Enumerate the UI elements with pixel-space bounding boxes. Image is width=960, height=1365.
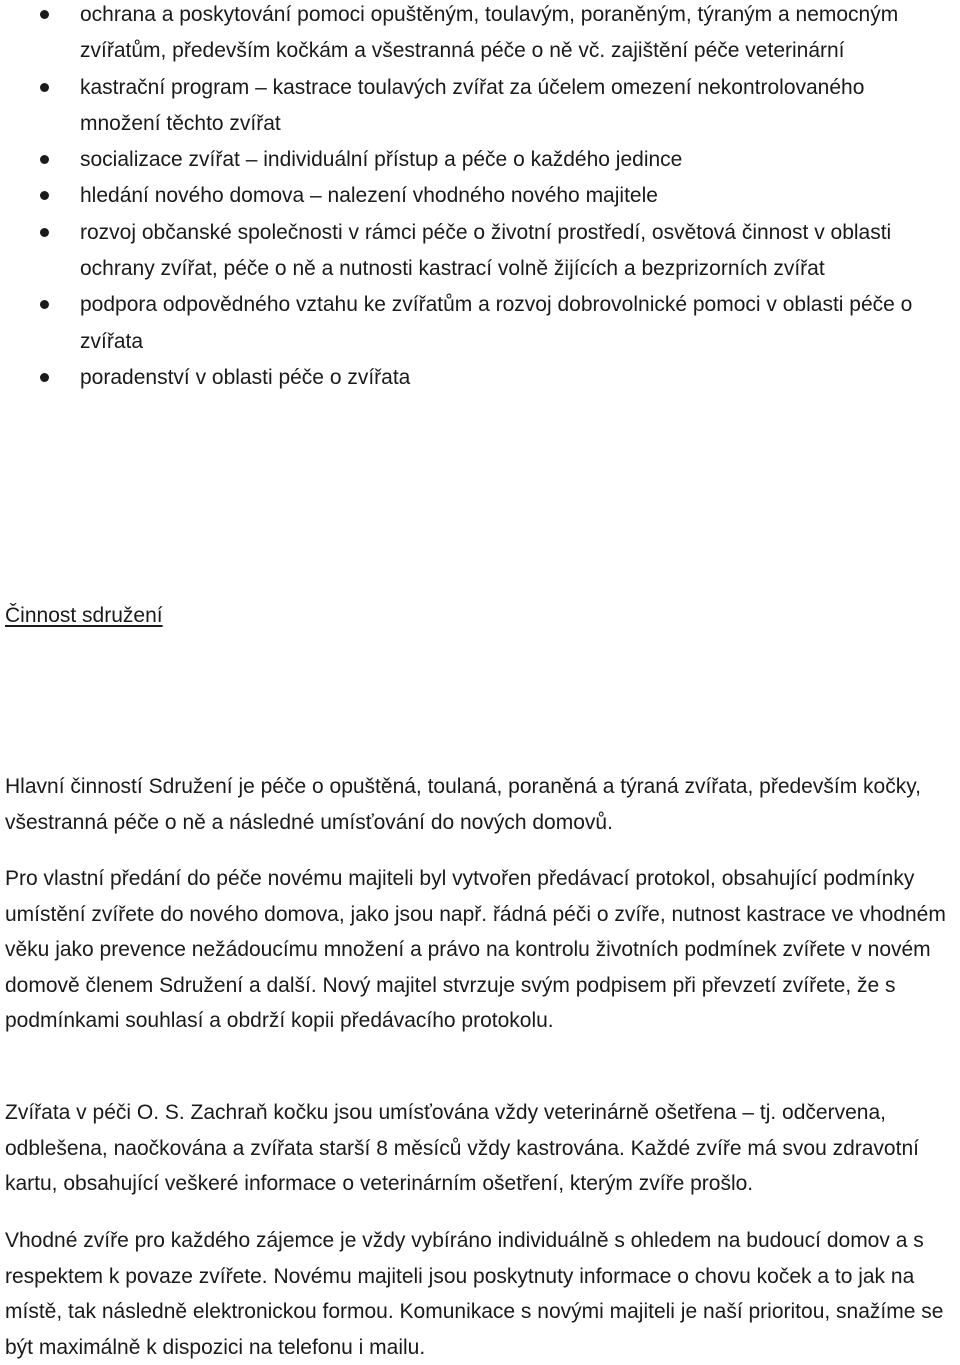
list-item — [0, 178, 960, 214]
paragraph-veterinary-care: Zvířata v péči O. S. Zachraň kočku jsou umísťována vždy veterinárně ošetřena – tj. odčervena, odblešena, naočkována a zvířata starší 8 měsíců vždy kastrována. Každé zvíře má svou zdravotní kartu, obsahující veškeré informace o veterinárním ošetření, kterým zvíře prošlo. — [5, 1101, 919, 1195]
list-item — [0, 287, 960, 360]
bullet-icon — [40, 373, 49, 382]
bullet-icon — [40, 191, 49, 200]
activity-bullet-list — [0, 0, 960, 396]
list-item-text: podpora odpovědného vztahu ke zvířatům a rozvoj dobrovolnické pomoci v oblasti péče o zvířata — [80, 293, 913, 353]
list-item — [0, 360, 960, 396]
paragraph-main-activity: Hlavní činností Sdružení je péče o opuštěná, toulaná, poraněná a týraná zvířata, především kočky, všestranná péče o ně a následné umísťování do nových domovů. — [5, 775, 921, 834]
list-item — [0, 215, 960, 288]
paragraph-handover-protocol: Pro vlastní předání do péče novému majiteli byl vytvořen předávací protokol, obsahující podmínky umístění zvířete do nového domova, jako jsou např. řádná péči o zvíře, nutnost kastrace ve vhodném věku jako prevence nežádoucímu množení a právo na kontrolu životních podmínek zvířete v novém domově členem Sdružení a další. Nový majitel stvrzuje svým podpisem při převzetí zvířete, že s podmínkami souhlasí a obdrží kopii předávacího protokolu. — [5, 867, 946, 1032]
list-item-text: poradenství v oblasti péče o zvířata — [80, 365, 411, 389]
bullet-icon — [40, 300, 49, 309]
bullet-icon — [40, 83, 49, 92]
list-item-text: hledání nového domova – nalezení vhodného nového majitele — [80, 184, 658, 208]
list-item-text: socializace zvířat – individuální přístup a péče o každého jedince — [80, 148, 683, 172]
list-item-text: rozvoj občanské společnosti v rámci péče o životní prostředí, osvětová činnost v oblasti ochrany zvířat, péče o ně a nutnosti kastrací volně žijících a bezprizorních zvířat — [80, 220, 892, 281]
list-item — [0, 0, 960, 70]
list-item-text: ochrana a poskytování pomoci opuštěným, toulavým, poraněným, týraným a nemocným zvířatům, především kočkám a všestranná péče o ně vč. zajištění péče veterinární — [80, 3, 899, 63]
list-item — [0, 70, 960, 143]
bullet-icon — [40, 155, 49, 164]
bullet-icon — [40, 228, 49, 237]
list-item — [0, 142, 960, 178]
section-heading: Činnost sdružení — [5, 604, 163, 627]
list-item-text: kastrační program – kastrace toulavých zvířat za účelem omezení nekontrolovaného množení těchto zvířat — [80, 75, 865, 135]
bullet-icon — [40, 10, 49, 19]
paragraph-owner-selection: Vhodné zvíře pro každého zájemce je vždy vybíráno individuálně s ohledem na budoucí domov a s respektem k povaze zvířete. Novému majiteli jsou poskytnuty informace o chovu koček a to jak na místě, tak následně elektronickou formou. Komunikace s novými majiteli je naší prioritou, snažíme se být maximálně k dispozici na telefonu i mailu. — [5, 1229, 944, 1359]
